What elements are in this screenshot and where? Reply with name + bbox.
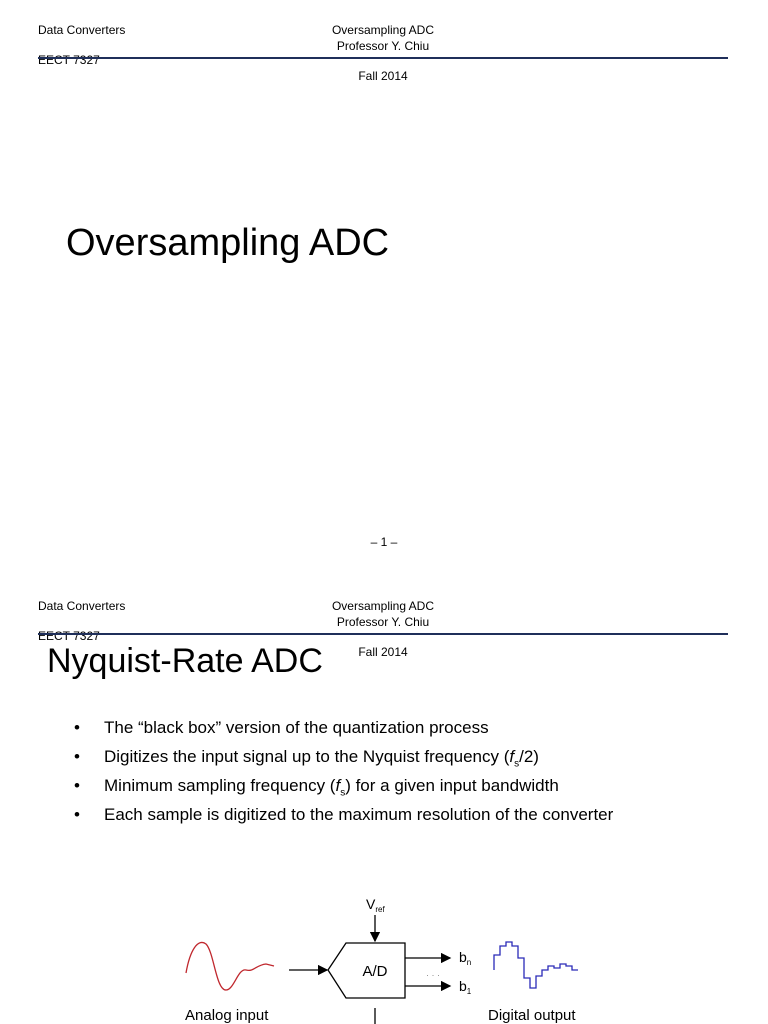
freq-symbol: f	[335, 776, 341, 795]
b1-label: $b_1$	[459, 978, 472, 996]
freq-subscript: s	[514, 758, 520, 770]
header-topic: Oversampling ADC	[331, 23, 435, 37]
bullet-text: The “black box” version of the quantization process	[104, 718, 489, 737]
output-dots: · · ·	[426, 970, 440, 980]
header-course-code: EECT 7327	[38, 629, 100, 643]
header-topic: Oversampling ADC	[331, 599, 435, 613]
bullet-text: Minimum sampling frequency (	[104, 776, 336, 795]
slide-title: Oversampling ADC	[66, 222, 390, 264]
freq-subscript: s	[340, 787, 346, 799]
header-professor: Professor Y. Chiu	[336, 615, 430, 629]
header-course: Data Converters	[38, 599, 126, 613]
ad-block-label: A/D	[362, 963, 388, 980]
header-term: Fall 2014	[358, 645, 408, 659]
header-professor: Professor Y. Chiu	[336, 39, 430, 53]
digital-waveform	[494, 942, 578, 988]
header-course-code: EECT 7327	[38, 53, 100, 67]
header-course: Data Converters	[38, 23, 126, 37]
bullet-text: Each sample is digitized to the maximum resolution of the converter	[104, 805, 614, 824]
freq-symbol: f	[509, 747, 515, 766]
analog-input-label: Analog input	[185, 1007, 269, 1024]
header-term: Fall 2014	[358, 69, 408, 83]
bullet-text: Digitizes the input signal up to the Nyquist frequency (	[104, 747, 510, 766]
digital-output-label: Digital output	[488, 1007, 576, 1024]
analog-waveform	[186, 942, 274, 990]
page-number: – 1 –	[370, 535, 398, 549]
bullet-text: /2)	[519, 747, 539, 766]
bullet-text: ) for a given input bandwidth	[345, 776, 559, 795]
slide-title: Nyquist-Rate ADC	[47, 642, 323, 680]
bn-label: $b_n$	[459, 949, 472, 967]
vref-label: $V_{ref}$	[366, 896, 385, 914]
